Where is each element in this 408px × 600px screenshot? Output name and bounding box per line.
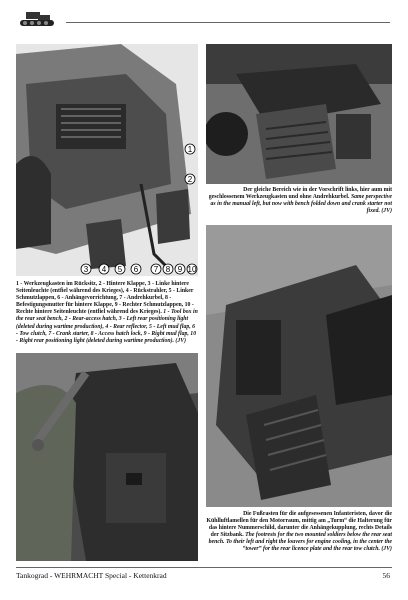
- svg-text:1: 1: [187, 145, 193, 154]
- footer-title: Tankograd - WEHRMACHT Special - Kettenkrad: [16, 571, 167, 580]
- photo-rear-closed: [206, 44, 392, 184]
- diagram-caption: [16, 281, 198, 345]
- callout-6: [131, 264, 141, 274]
- callout-2: [185, 174, 195, 184]
- svg-text:3: 3: [83, 265, 89, 274]
- mid-right-caption: [206, 511, 392, 554]
- callout-3: [81, 264, 91, 274]
- svg-text:6: 6: [133, 265, 139, 274]
- callout-10: [187, 264, 197, 274]
- svg-text:7: 7: [153, 265, 159, 274]
- caption-de: Die Fußrasten für die aufgesessenen Infanteristen, davor die Kühlluftlamellen für den Motorraum, mittig am „Turm“ die Halterung für das hintere Nummerschild, darunter die Anhängekupplung, rechts Details der Sitzbank.: [206, 511, 392, 539]
- diagram-photo: [16, 44, 198, 276]
- photo-footrests: [206, 225, 392, 507]
- footer-rule: [16, 567, 392, 568]
- caption-en: Same perspective as in the manual left, but now with bench folded down and crank starter not fixed. (JV): [210, 194, 392, 215]
- callout-1: [185, 144, 195, 154]
- page-number: 56: [382, 571, 390, 580]
- caption-en: The footrests for the two mounted soldiers below the rear seat bench. To their left and right the louvers for engine cooling, in the center the “tower” for the rear licence plate and the rear tow clutch. (JV): [208, 532, 392, 553]
- photo-rear-bench: [16, 353, 198, 561]
- caption-de: Der gleiche Bereich wie in der Vorschrift links, hier aum mit geschlossenem Werkzeugkasten und ohne Andrehkurbel.: [208, 187, 392, 201]
- svg-text:10: 10: [187, 265, 197, 274]
- callout-markers: [16, 44, 198, 276]
- caption-en: 1 - Tool box in the rear seat bench, 2 - Rear-access hatch, 3 - Left rear positioning light (deleted during wartime production), 4 - Rear reflector, 5 - Left mud flap, 6 - Tow clutch, 7 - Crank starter, 8 - Access hatch lock, 9 - Right mud flap, 10 - Right rear positioning light (deleted during wartime production). (JV): [16, 309, 198, 344]
- callout-4: [99, 264, 109, 274]
- kettenkrad-icon: [18, 8, 56, 30]
- callout-5: [115, 264, 125, 274]
- svg-text:5: 5: [117, 265, 123, 274]
- callout-9: [175, 264, 185, 274]
- caption-de: 1 - Werkzeugkasten im Rücksitz, 2 - Hintere Klappe, 3 - Linke hintere Seitenleuchte (entfiel während des Krieges), 4 - Rückstrahler, 5 - Linker Schmutzlappen, 6 - Anhängevorrichtung, 7 - Andrehkurbel, 8 - Befestigungsmutter für hintere Klappe, 9 - Rechter Schmutzlappen, 10 - Rechte hintere Seitenleuchte (entfiel während des Krieges).: [16, 281, 194, 316]
- svg-text:4: 4: [101, 265, 107, 274]
- top-right-caption: [206, 187, 392, 215]
- callout-7: [151, 264, 161, 274]
- header-rule: [66, 22, 390, 23]
- svg-text:9: 9: [177, 265, 183, 274]
- svg-text:2: 2: [187, 175, 193, 184]
- callout-8: [163, 264, 173, 274]
- svg-text:8: 8: [165, 265, 171, 274]
